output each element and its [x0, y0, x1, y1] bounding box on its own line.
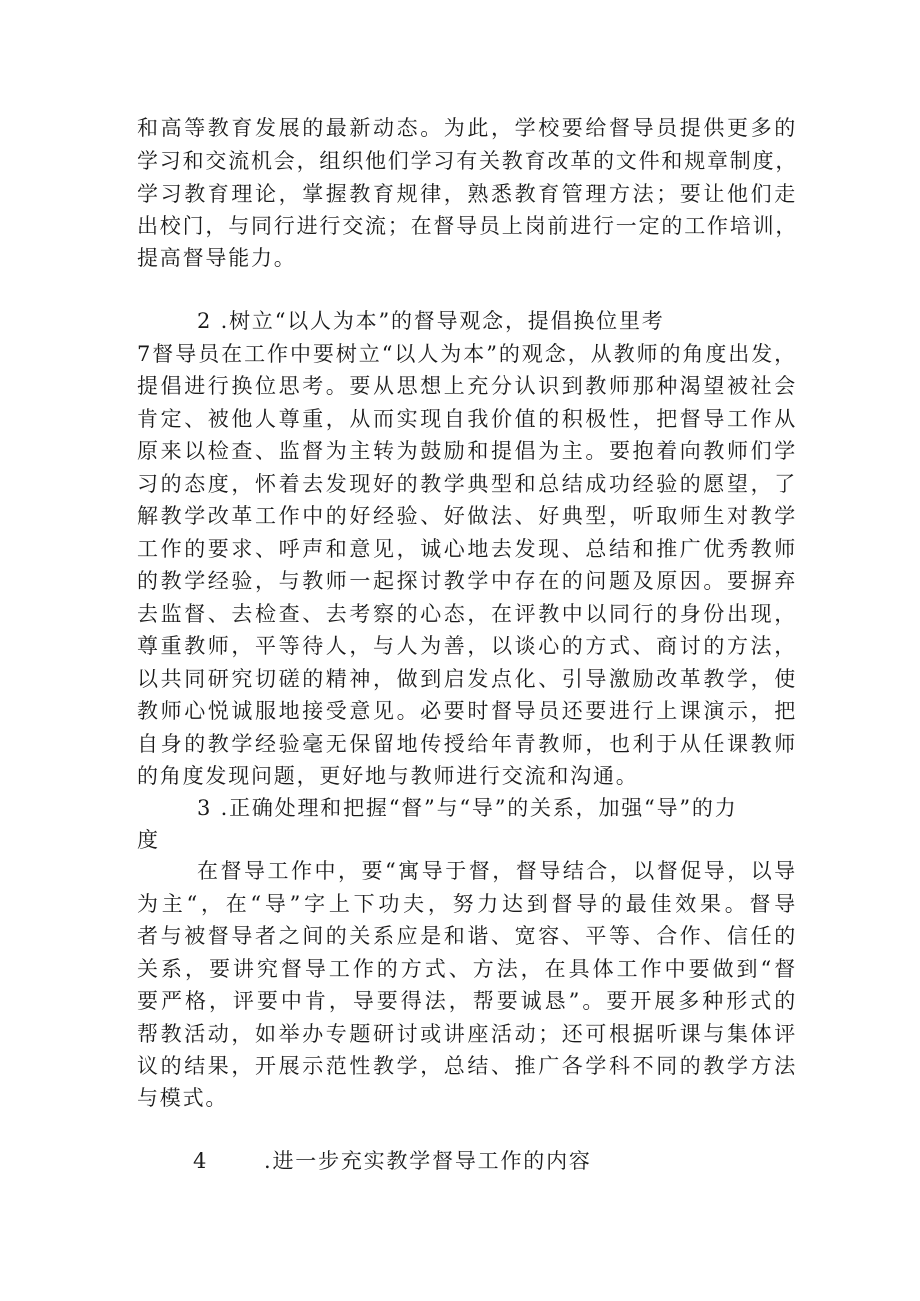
paragraph-2-line-8: 的教学经验，与教师一起探讨教学中存在的问题及原因。要摒弃	[137, 569, 797, 593]
paragraph-1-line-2: 学习和交流机会，组织他们学习有关教育改革的文件和规章制度，	[137, 149, 799, 173]
paragraph-1-line-3: 学习教育理论，掌握教育规律，熟悉教育管理方法；要让他们走	[137, 182, 797, 206]
paragraph-2-line-10: 尊重教师，平等待人，与人为善，以谈心的方式、商讨的方法，	[137, 634, 797, 658]
paragraph-3-line-8: 与模式。	[137, 1086, 229, 1110]
heading-3-line-2: 度	[137, 828, 160, 852]
paragraph-1-line-1: 和高等教育发展的最新动态。为此，学校要给督导员提供更多的	[137, 116, 797, 140]
paragraph-3-line-4: 关系，要讲究督导工作的方式、方法，在具体工作中要做到“督	[137, 957, 797, 981]
paragraph-2-line-9: 去监督、去检查、去考察的心态，在评教中以同行的身份出现，	[137, 602, 797, 626]
paragraph-2-line-3: 肯定、被他人尊重，从而实现自我价值的积极性，把督导工作从	[137, 407, 797, 431]
paragraph-3-line-1: 在督导工作中，要“寓导于督，督导结合，以督促导，以导	[197, 859, 797, 883]
paragraph-2-line-5: 习的态度，怀着去发现好的教学典型和总结成功经验的愿望，了	[137, 472, 797, 496]
paragraph-2-line-6: 解教学改革工作中的好经验、好做法、好典型，听取师生对教学	[137, 504, 797, 528]
heading-4-number: 4	[193, 1149, 207, 1173]
paragraph-2-line-12: 教师心悦诚服地接受意见。必要时督导员还要进行上课演示，把	[137, 699, 797, 723]
paragraph-3-line-6: 帮教活动，如举办专题研讨或讲座活动；还可根据听课与集体评	[137, 1022, 797, 1046]
heading-4-text: .进一步充实教学督导工作的内容	[264, 1149, 592, 1173]
paragraph-2-line-1: 7督导员在工作中要树立“以人为本”的观念，从教师的角度出发，	[137, 342, 797, 366]
paragraph-2-line-14: 的角度发现问题，更好地与教师进行交流和沟通。	[137, 764, 639, 788]
paragraph-2-line-4: 原来以检查、监督为主转为鼓励和提倡为主。要抱着向教师们学	[137, 439, 797, 463]
paragraph-3-line-7: 议的结果，开展示范性教学，总结、推广各学科不同的教学方法	[137, 1054, 797, 1078]
paragraph-2-line-2: 提倡进行换位思考。要从思想上充分认识到教师那种渴望被社会	[137, 374, 797, 398]
heading-3-line-1: 3 .正确处理和把握“督”与“导”的关系，加强“导”的力	[197, 796, 738, 820]
paragraph-3-line-5: 要严格，评要中肯，导要得法，帮要诚恳”。要开展多种形式的	[137, 989, 797, 1013]
paragraph-1-line-4: 出校门，与同行进行交流；在督导员上岗前进行一定的工作培训，	[137, 214, 799, 238]
paragraph-3-line-3: 者与被督导者之间的关系应是和谐、宽容、平等、合作、信任的	[137, 924, 797, 948]
paragraph-1-line-5: 提高督导能力。	[137, 246, 297, 270]
paragraph-3-line-2: 为主“，在“导”字上下功夫，努力达到督导的最佳效果。督导	[137, 892, 797, 916]
paragraph-2-line-7: 工作的要求、呼声和意见，诚心地去发现、总结和推广优秀教师	[137, 537, 797, 561]
paragraph-2-line-11: 以共同研究切磋的精神，做到启发点化、引导激励改革教学，使	[137, 667, 797, 691]
heading-2: 2 .树立“以人为本”的督导观念，提倡换位里考	[197, 309, 665, 333]
paragraph-2-line-13: 自身的教学经验毫无保留地传授给年青教师，也利于从任课教师	[137, 732, 797, 756]
